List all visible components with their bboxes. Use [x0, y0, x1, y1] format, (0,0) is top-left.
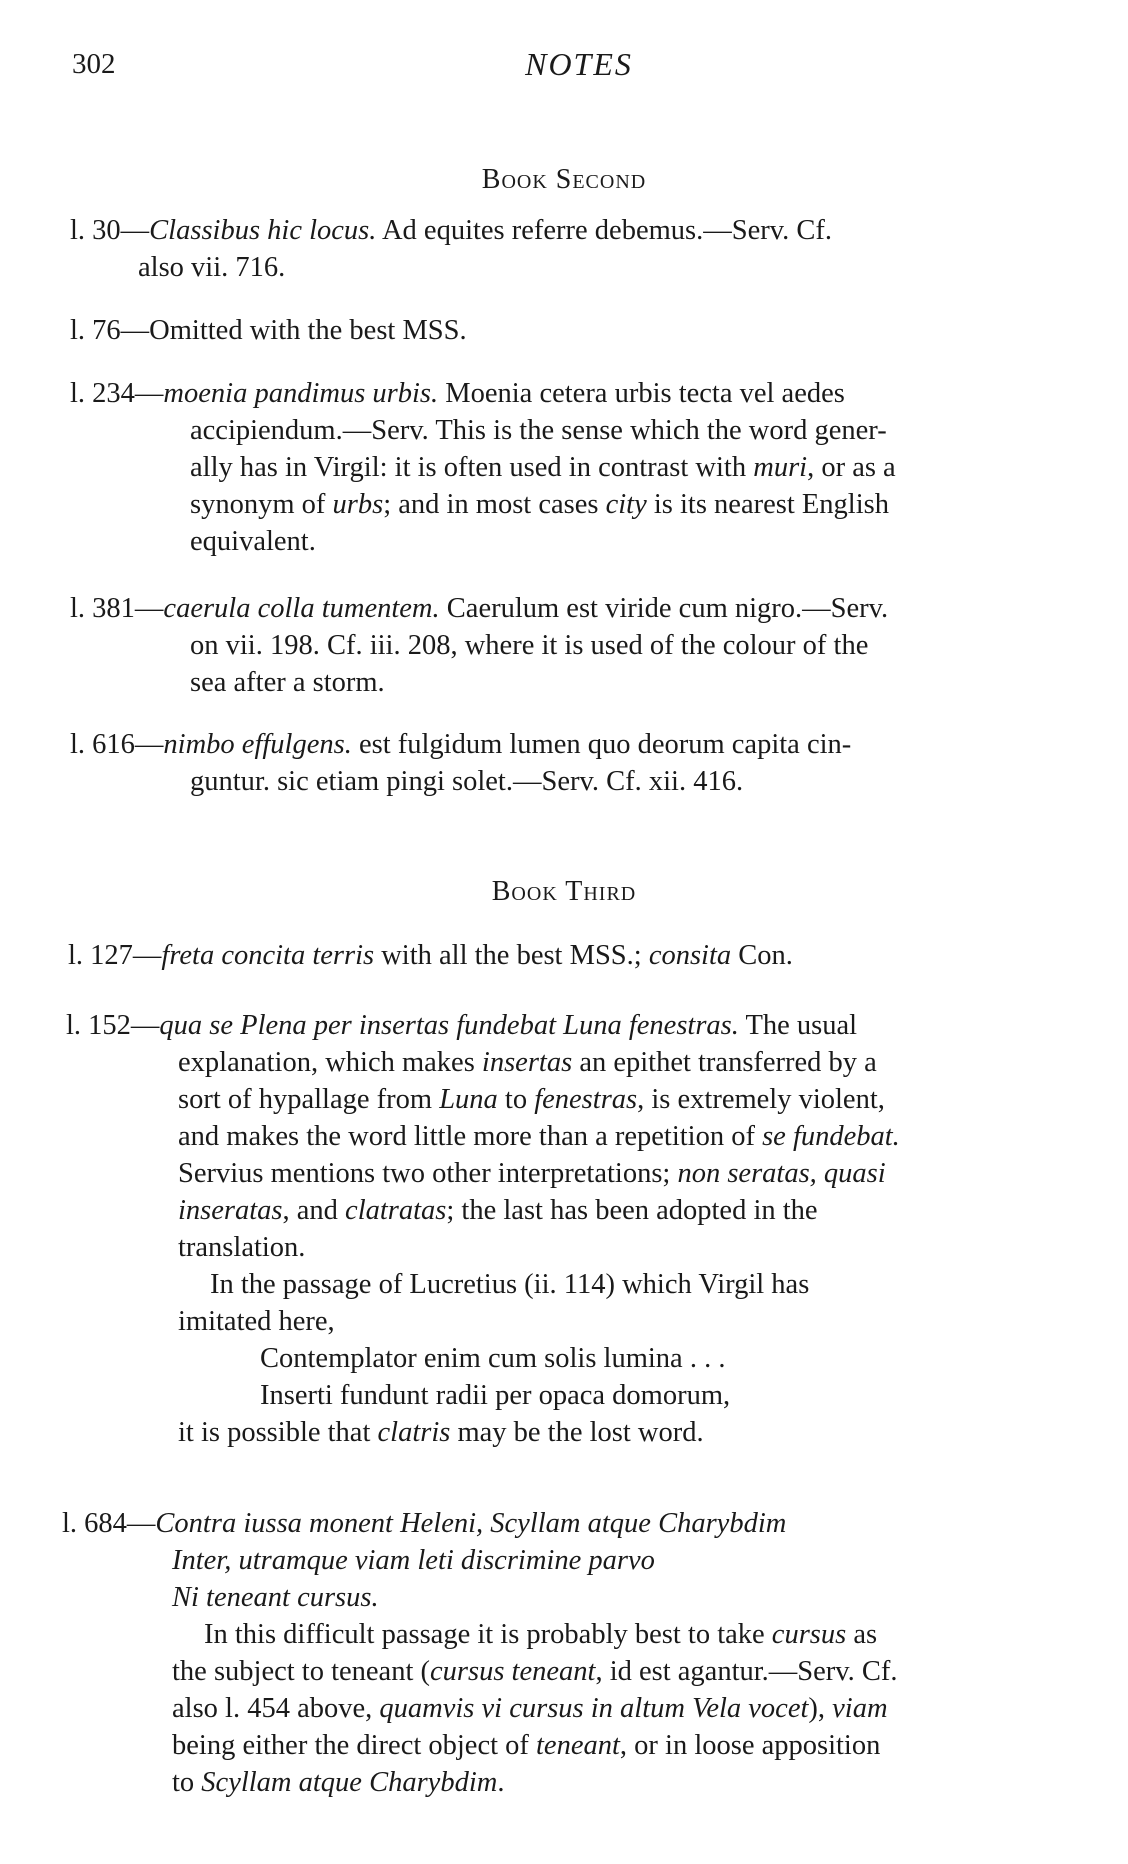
note-line-234: l. 234—moenia pandimus urbis. Moenia cetera urbis tecta vel aedes accipiendum.—Serv. This is the sense which the word gener- ally has in Virgil: it is often used in contrast with muri, or as a synonym of urbs; and in most cases city is its nearest English equivalent.	[70, 378, 896, 557]
note-line-684: l. 684—Contra iussa monent Heleni, Scyllam atque Charybdim Inter, utramque viam leti discrimine parvo Ni teneant cursus. In this difficult passage it is probably best to take cursus as the subject to teneant (cursus teneant, id est agantur.—Serv. Cf. also l. 454 above, quamvis vi cursus in altum Vela vocet), viam being either the direct object of teneant, or in loose apposition to Scyllam atque Charybdim.	[62, 1508, 898, 1798]
quoted-verse-2: Inserti fundunt radii per opaca domorum,	[260, 1380, 731, 1411]
note-line-30: l. 30—Classibus hic locus. Ad equites referre debemus.—Serv. Cf. also vii. 716.	[70, 215, 833, 283]
note-line-152: l. 152—qua se Plena per insertas fundebat Luna fenestras. The usual explanation, which makes insertas an epithet transferred by a sort of hypallage from Luna to fenestras, is extremely violent, and makes the word little more than a repetition of se fundebat. Servius mentions two other interpretations; non seratas, quasi inseratas, and clatratas; the last has been adopted in the translation. In the passage of Lucretius (ii. 114) which Virgil has imitated here, Contemplator enim cum solis lumina . . . Inserti fundunt radii per opaca domorum, it is possible that clatris may be the lost word.	[66, 1007, 1078, 1451]
note-line-616: l. 616—nimbo effulgens. est fulgidum lumen quo deorum capita cin- guntur. sic etiam pingi solet.—Serv. Cf. xii. 416.	[70, 729, 852, 797]
note-line-76: l. 76—Omitted with the best MSS.	[70, 315, 467, 346]
note-line-381: l. 381—caerula colla tumentem. Caerulum est viride cum nigro.—Serv. on vii. 198. Cf. iii. 208, where it is used of the colour of the sea after a storm.	[70, 593, 889, 698]
note-line-127: l. 127—freta concita terris with all the best MSS.; consita Con.	[68, 940, 793, 971]
page-number: 302	[72, 48, 116, 80]
book-third-heading: Book Third	[491, 876, 637, 907]
book-second-heading: Book Second	[481, 164, 647, 195]
quoted-verse-1: Contemplator enim cum solis lumina . . .	[260, 1343, 726, 1374]
running-title: NOTES	[525, 46, 633, 82]
